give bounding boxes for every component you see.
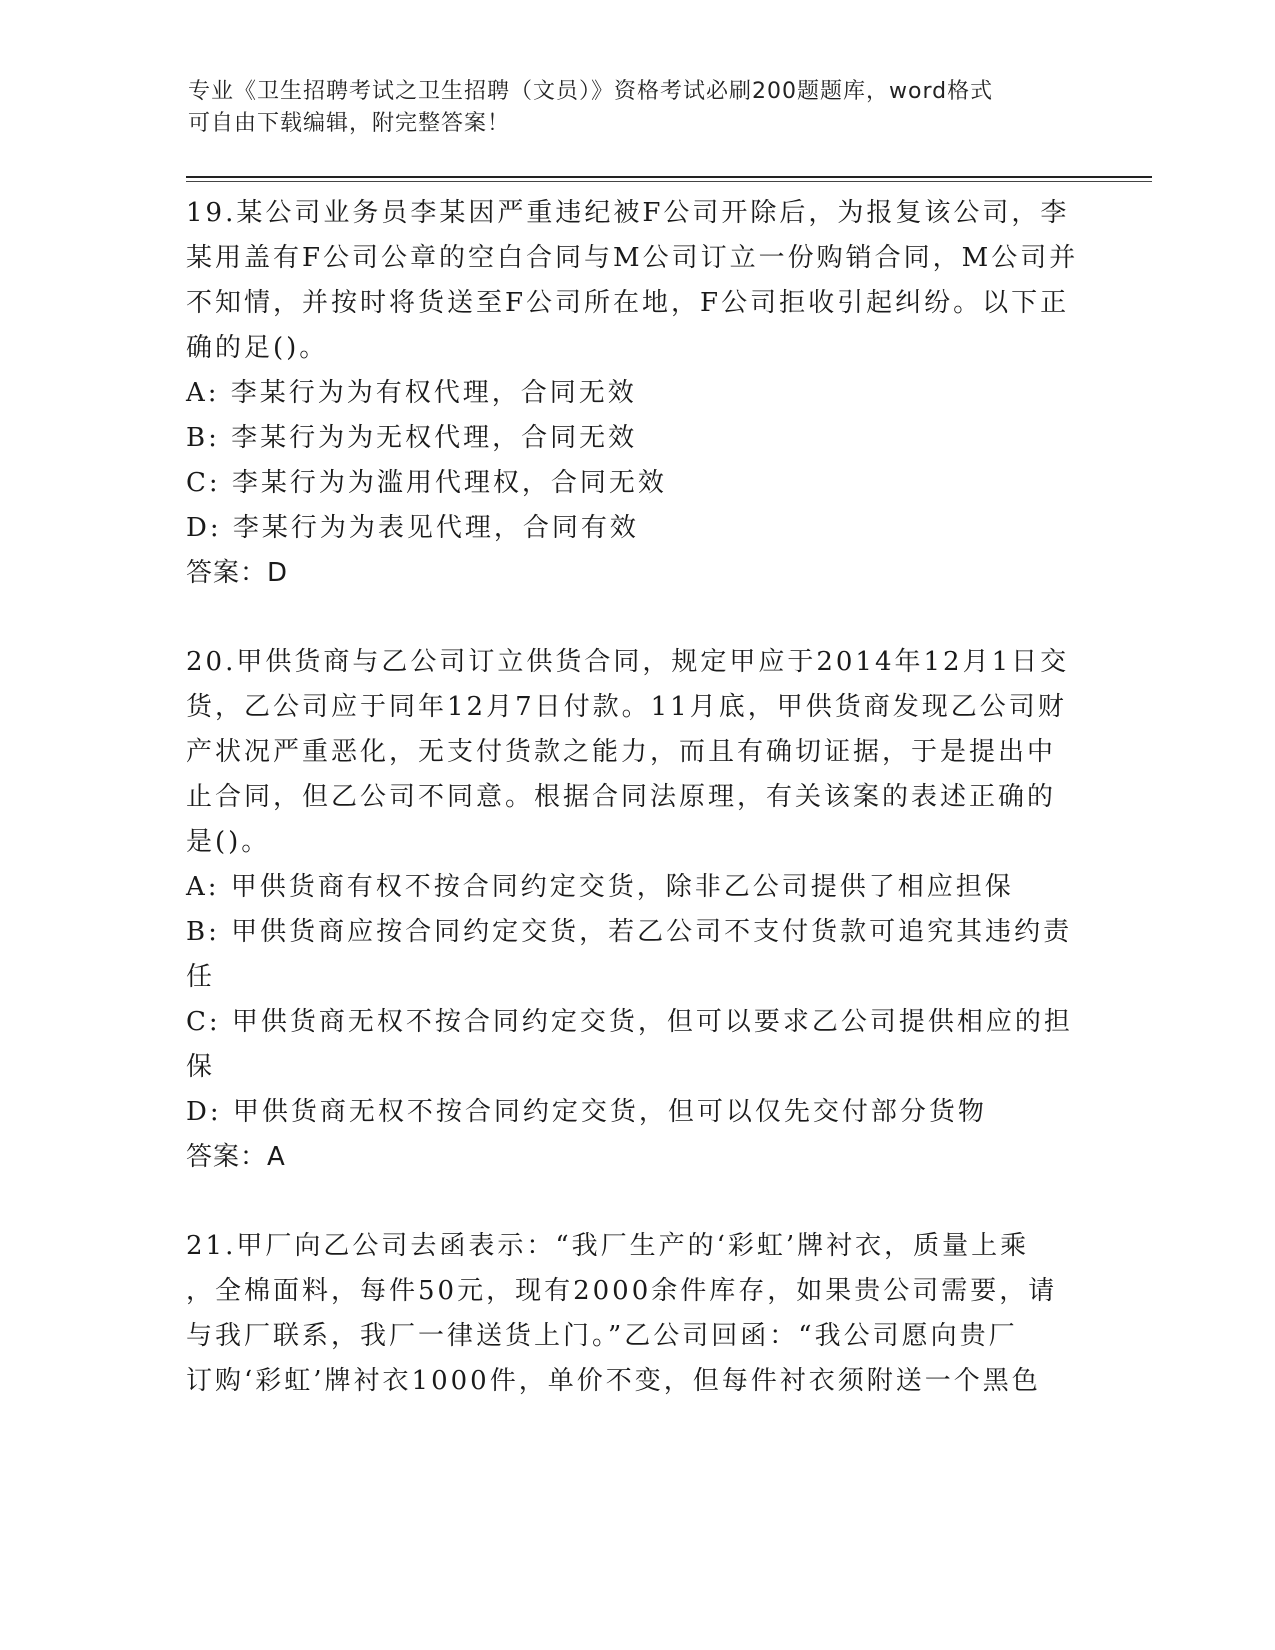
option-b: B: 李某行为为无权代理，合同无效 — [186, 423, 638, 453]
question-20 — [186, 640, 1086, 1180]
option-c-continued: 保 — [186, 1052, 216, 1082]
option-c: C: 李某行为为滥用代理权，合同无效 — [186, 468, 667, 498]
answer-line: 答案：A — [186, 1142, 286, 1172]
option-d: D: 甲供货商无权不按合同约定交货，但可以仅先交付部分货物 — [186, 1097, 987, 1127]
question-stem-line: 不知情，并按时将货送至F公司所在地，F公司拒收引起纠纷。以下正 — [186, 288, 1070, 318]
question-list — [186, 191, 1086, 1404]
question-stem-line: 止合同，但乙公司不同意。根据合同法原理，有关该案的表述正确的 — [186, 782, 1057, 812]
question-21 — [186, 1224, 1086, 1404]
option-a: A: 甲供货商有权不按合同约定交货，除非乙公司提供了相应担保 — [186, 872, 1014, 902]
option-d: D: 李某行为为表见代理，合同有效 — [186, 513, 639, 543]
question-stem-line: 确的足()。 — [186, 333, 329, 363]
header-rule-thin — [186, 181, 1152, 182]
question-stem-line: 与我厂联系，我厂一律送货上门。”乙公司回函：“我公司愿向贵厂 — [186, 1321, 1018, 1351]
option-b: B: 甲供货商应按合同约定交货，若乙公司不支付货款可追究其违约责 — [186, 917, 1073, 947]
question-stem-line: 21.甲厂向乙公司去函表示：“我厂生产的‘彩虹’牌衬衣，质量上乘 — [186, 1231, 1030, 1261]
header-line-2: 可自由下载编辑，附完整答案！ — [188, 111, 511, 136]
question-stem-line: 产状况严重恶化，无支付货款之能力，而且有确切证据，于是提出中 — [186, 737, 1057, 767]
question-stem-line: 20.甲供货商与乙公司订立供货合同，规定甲应于2014年12月1日交 — [186, 647, 1070, 677]
page-header — [188, 76, 1068, 140]
header-line-1: 专业《卫生招聘考试之卫生招聘（文员）》资格考试必刷200题题库，word格式 — [188, 79, 994, 104]
option-a: A: 李某行为为有权代理，合同无效 — [186, 378, 637, 408]
question-stem-line: 订购‘彩虹’牌衬衣1000件，单价不变，但每件衬衣须附送一个黑色 — [186, 1366, 1041, 1396]
option-c: C: 甲供货商无权不按合同约定交货，但可以要求乙公司提供相应的担 — [186, 1007, 1073, 1037]
question-stem-line: 是()。 — [186, 827, 271, 857]
option-b-continued: 任 — [186, 962, 216, 992]
question-stem-line: ，全棉面料，每件50元，现有2000余件库存，如果贵公司需要，请 — [186, 1276, 1058, 1306]
question-stem-line: 某用盖有F公司公章的空白合同与M公司订立一份购销合同，M公司并 — [186, 243, 1079, 273]
question-stem-line: 19.某公司业务员李某因严重违纪被F公司开除后，为报复该公司，李 — [186, 198, 1070, 228]
header-rule — [186, 176, 1152, 178]
question-19 — [186, 191, 1086, 596]
answer-line: 答案：D — [186, 558, 289, 588]
question-stem-line: 货，乙公司应于同年12月7日付款。11月底，甲供货商发现乙公司财 — [186, 692, 1067, 722]
